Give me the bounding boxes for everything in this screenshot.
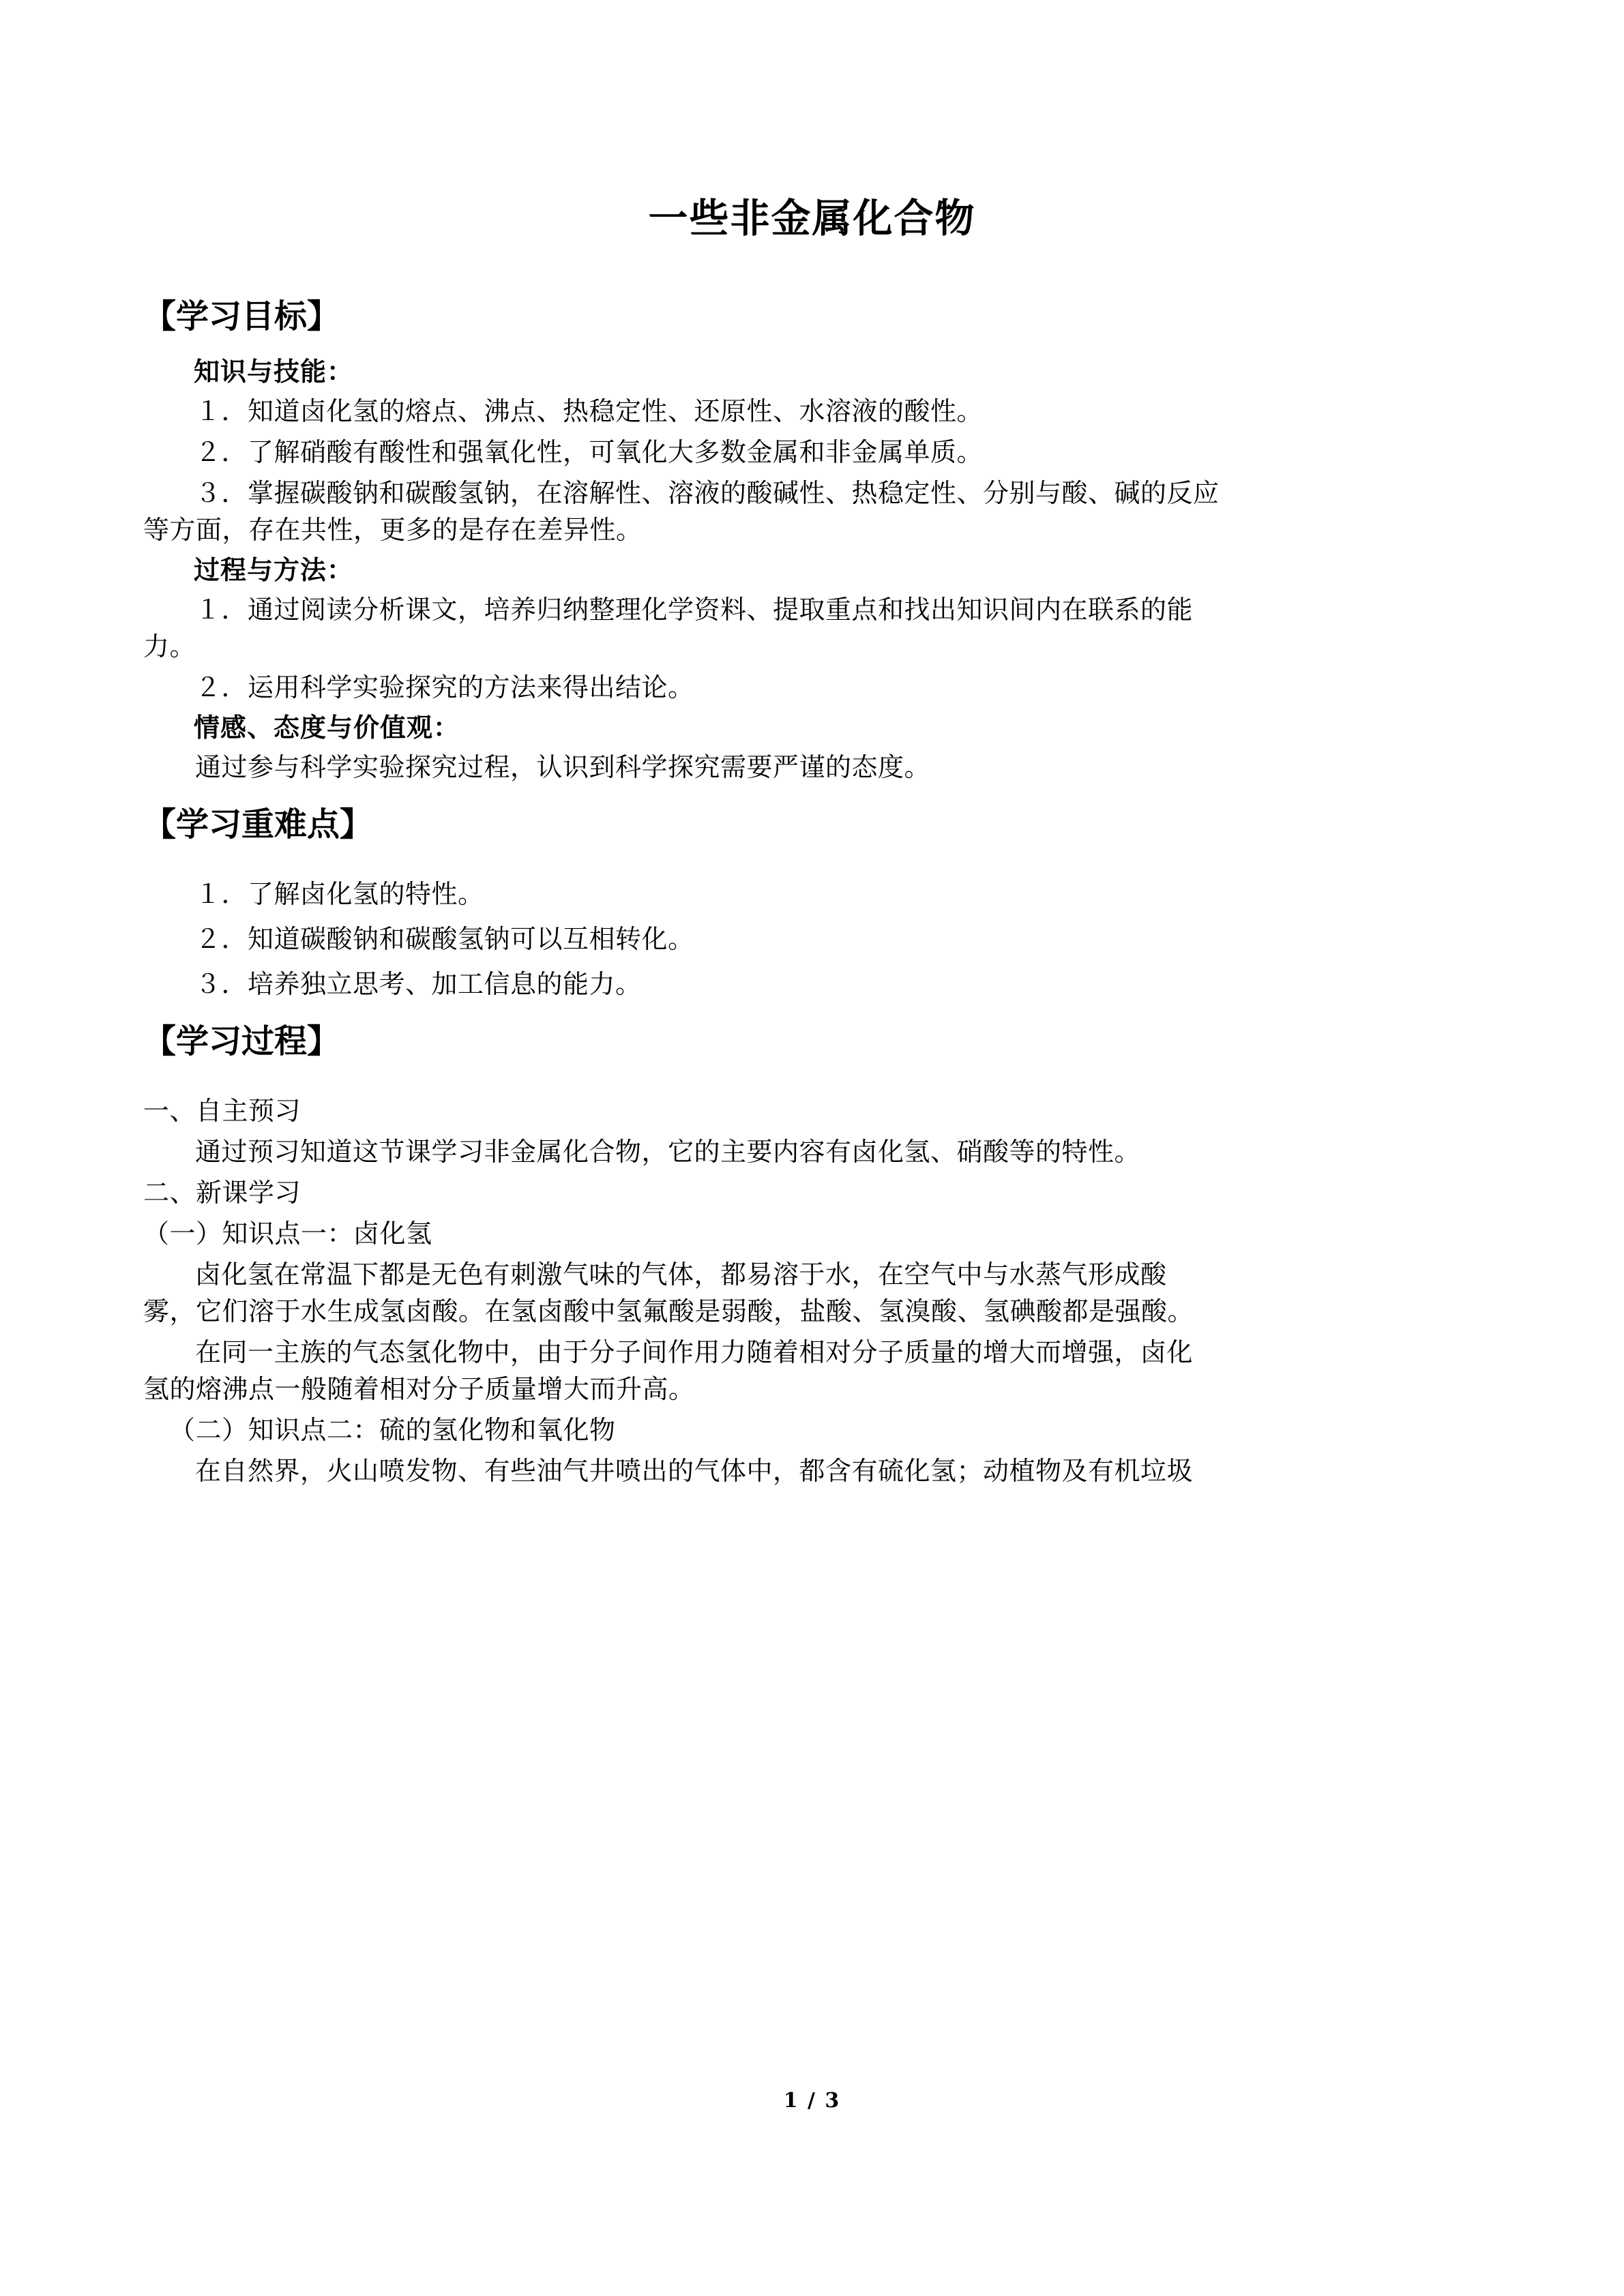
knowledge-point-one-paragraph-1-line-1: 卤化氢在常温下都是无色有刺激气味的气体，都易溶于水，在空气中与水蒸气形成酸	[195, 1259, 1167, 1289]
knowledge-point-one-paragraph-1-line-2: 雾，它们溶于水生成氢卤酸。在氢卤酸中氢氟酸是弱酸，盐酸、氢溴酸、氢碘酸都是强酸。	[143, 1296, 1194, 1326]
spacer	[143, 337, 1481, 355]
section-heading-keypoints: 【学习重难点】	[143, 805, 373, 844]
spacer	[143, 913, 1481, 921]
spacer	[143, 243, 1481, 296]
knowledge-point-two-label: （二）知识点二：硫的氢化物和氧化物	[169, 1414, 616, 1445]
objective-knowledge-item-3-cont: 等方面，存在共性，更多的是存在差异性。	[143, 514, 643, 545]
objective-knowledge-item-2: ２．了解硝酸有酸性和强氧化性，可氧化大多数金属和非金属单质。	[195, 436, 984, 467]
keypoint-item-3: ３．培养独立思考、加工信息的能力。	[195, 969, 642, 1000]
knowledge-point-one-label: （一）知识点一：卤化氢	[143, 1218, 432, 1249]
process-part-one-label: 一、自主预习	[143, 1095, 301, 1126]
spacer	[143, 845, 1481, 876]
subheading-process-method: 过程与方法：	[194, 554, 354, 585]
knowledge-point-two-paragraph-1-line-1: 在自然界，火山喷发物、有些油气井喷出的气体中，都含有硫化氢；动植物及有机垃圾	[195, 1455, 1194, 1486]
knowledge-point-one-paragraph-2-line-1: 在同一主族的气态氢化物中，由于分子间作用力随着相对分子质量的增大而增强，卤化	[195, 1337, 1194, 1367]
spacer	[143, 958, 1481, 966]
page-title: 一些非金属化合物	[648, 195, 976, 241]
section-heading-process: 【学习过程】	[143, 1022, 340, 1060]
objective-process-item-1-cont: 力。	[143, 631, 196, 661]
knowledge-point-one-paragraph-2-line-2: 氢的熔沸点一般随着相对分子质量增大而升高。	[143, 1373, 695, 1404]
spacer	[143, 1003, 1481, 1021]
section-heading-objectives: 【学习目标】	[143, 297, 340, 336]
spacer	[143, 1062, 1481, 1093]
subheading-knowledge-skills: 知识与技能：	[194, 356, 354, 387]
objective-process-item-2: ２．运用科学实验探究的方法来得出结论。	[195, 672, 694, 702]
objective-process-item-1: １．通过阅读分析课文，培养归纳整理化学资料、提取重点和找出知识间内在联系的能	[195, 595, 1194, 625]
objective-attitude-item-1: 通过参与科学实验探究过程，认识到科学探究需要严谨的态度。	[195, 752, 931, 783]
spacer	[143, 786, 1481, 804]
objective-knowledge-item-3: ３．掌握碳酸钠和碳酸氢钠，在溶解性、溶液的酸碱性、热稳定性、分别与酸、碱的反应	[195, 477, 1220, 508]
page-number-footer: 1 / 3	[783, 2089, 841, 2113]
process-part-one-paragraph: 通过预习知道这节课学习非金属化合物，它的主要内容有卤化氢、硝酸等的特性。	[195, 1136, 1141, 1167]
keypoint-item-1: １．了解卤化氢的特性。	[195, 879, 484, 910]
process-part-two-label: 二、新课学习	[143, 1177, 301, 1208]
subheading-attitude-values: 情感、态度与价值观：	[194, 712, 460, 743]
objective-knowledge-item-1: １．知道卤化氢的熔点、沸点、热稳定性、还原性、水溶液的酸性。	[195, 396, 984, 426]
keypoint-item-2: ２．知道碳酸钠和碳酸氢钠可以互相转化。	[195, 924, 694, 955]
